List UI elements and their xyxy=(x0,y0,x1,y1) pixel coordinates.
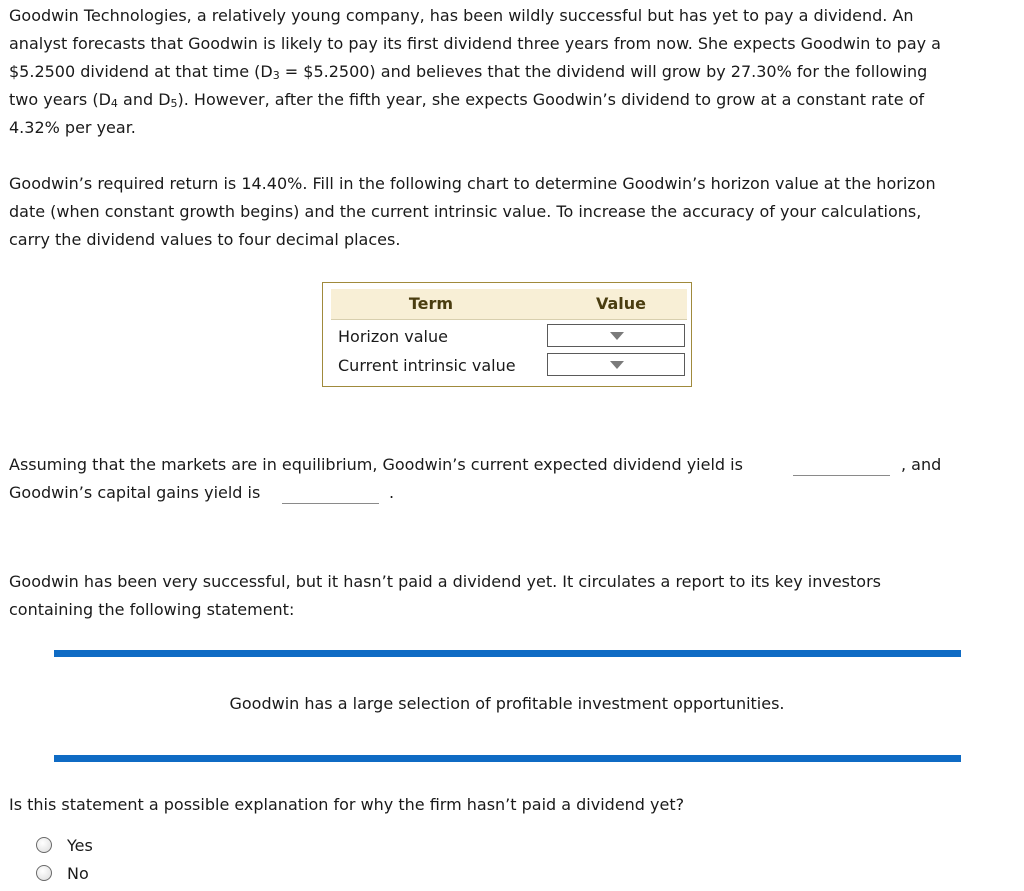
valuation-table xyxy=(322,282,692,387)
intro-line: Goodwin Technologies, a relatively young company, has been wildly successful but has yet to pay a dividend. An xyxy=(9,6,914,25)
current-intrinsic-value-label: Current intrinsic value xyxy=(338,356,516,375)
subscript: 5 xyxy=(170,97,178,110)
intro-line: $5.2500 dividend at that time (D xyxy=(9,62,273,81)
intro-line: analyst forecasts that Goodwin is likely to pay its first dividend three years from now. She expects Goodwin to pay a xyxy=(9,34,941,53)
intro-line: 4.32% per year. xyxy=(9,118,136,137)
header-value: Value xyxy=(595,294,647,313)
report-intro xyxy=(9,568,1009,624)
instructions-line: carry the dividend values to four decimal places. xyxy=(9,230,401,249)
radio-button-icon[interactable] xyxy=(36,865,52,881)
dividend-yield-tail: , and xyxy=(901,455,942,474)
subscript: 4 xyxy=(110,97,118,110)
report-statement: Goodwin has a large selection of profitable investment opportunities. xyxy=(229,694,785,713)
capital-gains-tail: . xyxy=(389,483,395,502)
instructions-line: date (when constant growth begins) and the current intrinsic value. To increase the accuracy of your calculations, xyxy=(9,202,922,221)
report-line: Goodwin has been very successful, but it hasn’t paid a dividend yet. It circulates a report to its key investors xyxy=(9,572,881,591)
intro-line: = $5.2500) and believes that the dividend will grow by 27.30% for the following xyxy=(279,62,928,81)
current-intrinsic-value-dropdown[interactable] xyxy=(547,353,685,376)
capital-gains-text: Goodwin’s capital gains yield is xyxy=(9,483,261,502)
horizon-value-label: Horizon value xyxy=(338,327,448,346)
chevron-down-icon xyxy=(610,332,624,340)
statement-top-divider xyxy=(54,650,961,657)
intro-line: two years (D xyxy=(9,90,111,109)
radio-label-no: No xyxy=(67,864,89,883)
capital-gains-yield-input[interactable] xyxy=(282,502,379,504)
intro-line: ). However, after the fifth year, she expects Goodwin’s dividend to grow at a constant rate of xyxy=(177,90,925,109)
table-header xyxy=(331,289,687,320)
report-line: containing the following statement: xyxy=(9,600,295,619)
chevron-down-icon xyxy=(610,361,624,369)
horizon-value-dropdown[interactable] xyxy=(547,324,685,347)
subscript: 3 xyxy=(272,69,280,82)
dividend-yield-text: Assuming that the markets are in equilibrium, Goodwin’s current expected dividend yield is xyxy=(9,455,743,474)
instructions xyxy=(9,170,1009,254)
problem-intro xyxy=(9,2,1009,142)
dividend-yield-input[interactable] xyxy=(793,474,890,476)
header-term: Term xyxy=(408,294,454,313)
radio-label-yes: Yes xyxy=(67,836,93,855)
instructions-line: Goodwin’s required return is 14.40%. Fill in the following chart to determine Goodwin’s horizon value at the horizon xyxy=(9,174,936,193)
statement-bottom-divider xyxy=(54,755,961,762)
radio-button-icon[interactable] xyxy=(36,837,52,853)
question-text: Is this statement a possible explanation for why the firm hasn’t paid a dividend yet? xyxy=(9,795,685,814)
intro-line: and D xyxy=(117,90,171,109)
